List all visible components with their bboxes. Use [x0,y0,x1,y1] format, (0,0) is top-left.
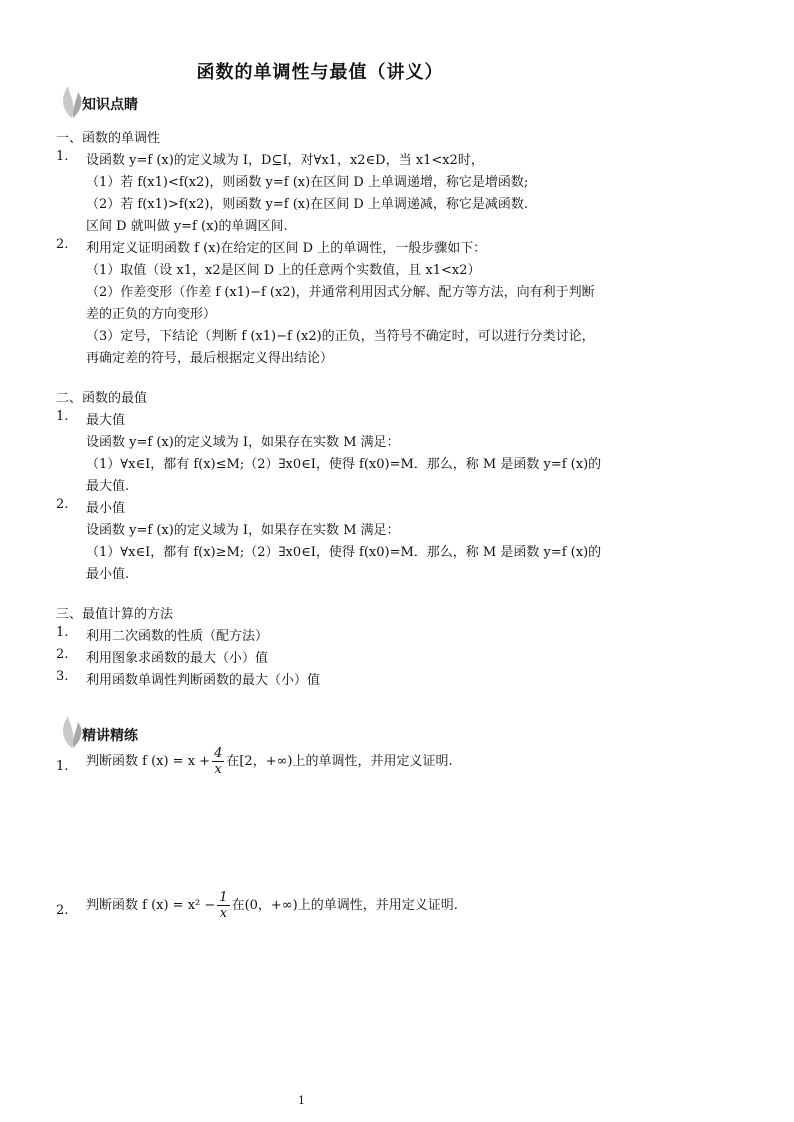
item-number: 2. [56,647,69,662]
section-header-practice: 精讲精练 [82,728,138,744]
method-item: 利用图象求函数的最大（小）值 [86,651,269,666]
exercise-text: 在(0，+∞)上的单调性，并用定义证明. [231,898,458,913]
heading-methods: 三、最值计算的方法 [56,607,174,622]
fraction-numerator: 1 [219,890,228,905]
text-line: 再确定差的符号，最后根据定义得出结论） [86,351,334,366]
text-line: 区间 D 就叫做 y=f (x)的单调区间. [86,219,288,234]
text-line: 设函数 y=f (x)的定义域为 I，D⊆I，对∀x1，x2∈D，当 x1<x2时， [86,153,484,168]
text-line: （2）作差变形（作差 f (x1)−f (x2)，并通常利用因式分解、配方等方法，向有利于判断 [86,285,595,300]
fraction-numerator: 4 [214,746,223,761]
fraction [217,890,229,921]
fraction [212,746,224,777]
exercise-text: 在[2，+∞)上的单调性，并用定义证明. [226,754,453,769]
text-line: （1）∀x∈I，都有 f(x)≥M;（2）∃x0∈I，使得 f(x0)=M．那么，称 M 是函数 y=f (x)的 [86,545,602,560]
exercise-number: 2. [56,903,69,918]
text-line: 差的正负的方向变形） [86,307,217,322]
min-label: 最小值 [86,501,126,516]
text-line: 设函数 y=f (x)的定义域为 I，如果存在实数 M 满足： [86,435,400,450]
text-line: （1）若 f(x1)<f(x2)，则函数 y=f (x)在区间 D 上单调递增，称它是增函数; [86,175,529,190]
method-item: 利用函数单调性判断函数的最大（小）值 [86,673,321,688]
text-line: （3）定号，下结论（判断 f (x1)−f (x2)的正负，当符号不确定时，可以进行分类讨论， [86,329,595,344]
item-number: 1. [56,625,69,640]
formula-lhs: 判断函数 f (x) = x + [86,754,211,769]
item-number: 2. [56,497,69,512]
heading-monotonicity: 一、函数的单调性 [56,131,161,146]
item-number: 1. [56,409,69,424]
heading-extrema: 二、函数的最值 [56,391,148,406]
fraction-denominator: x [214,762,222,777]
text-line: 最小值. [86,567,130,582]
text-line: 利用定义证明函数 f (x)在给定的区间 D 上的单调性，一般步骤如下： [86,241,487,256]
item-number: 2. [56,237,69,252]
fraction-denominator: x [219,906,228,921]
item-number: 3. [56,669,69,684]
section-header-knowledge: 知识点睛 [82,97,138,113]
max-label: 最大值 [86,413,126,428]
page-title: 函数的单调性与最值（讲义） [196,62,444,83]
formula-lhs: 判断函数 f (x) = x² − [86,898,216,913]
text-line: 设函数 y=f (x)的定义域为 I，如果存在实数 M 满足： [86,523,400,538]
text-line: 最大值. [86,479,130,494]
method-item: 利用二次函数的性质（配方法） [86,629,269,644]
text-line: （2）若 f(x1)>f(x2)，则函数 y=f (x)在区间 D 上单调递减，称它是减函数. [86,197,529,212]
text-line: （1）∀x∈I，都有 f(x)≤M;（2）∃x0∈I，使得 f(x0)=M．那么，称 M 是函数 y=f (x)的 [86,457,602,472]
text-line: （1）取值（设 x1，x2是区间 D 上的任意两个实数值，且 x1<x2） [86,263,481,278]
page-number: 1 [298,1094,305,1107]
exercise-1 [86,746,453,777]
exercise-2 [86,890,458,921]
exercise-number: 1. [56,759,69,774]
item-number: 1. [56,149,69,164]
